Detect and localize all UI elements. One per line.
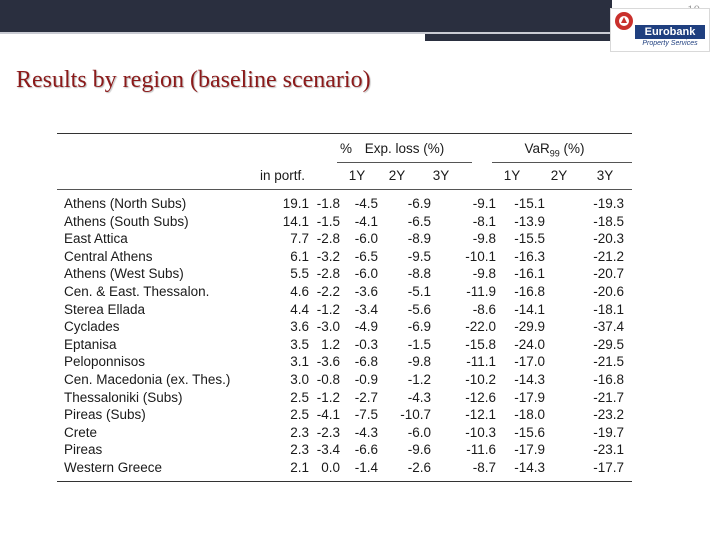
- value-cell: -20.7: [593, 266, 624, 282]
- value-cell: -12.1: [465, 407, 496, 423]
- value-cell: -3.6: [316, 354, 340, 370]
- results-table: [57, 133, 632, 482]
- value-cell: -15.8: [465, 336, 496, 352]
- value-cell: -4.1: [354, 213, 378, 229]
- header-col-2y-var: 2Y: [550, 168, 568, 183]
- region-name-cell: Pireas (Subs): [64, 407, 146, 423]
- value-cell: -2.3: [316, 424, 340, 440]
- header-portfolio-pct: %: [339, 141, 352, 156]
- logo-name: Eurobank: [635, 25, 705, 39]
- value-cell: -6.8: [354, 354, 378, 370]
- value-cell: -9.8: [407, 354, 431, 370]
- value-cell: -8.7: [472, 460, 496, 475]
- value-cell: -1.5: [316, 213, 340, 229]
- value-cell: -2.7: [354, 389, 378, 405]
- exp-loss-underline: [337, 162, 472, 163]
- value-cell: -12.6: [465, 389, 496, 405]
- value-cell: -1.2: [407, 372, 431, 387]
- value-cell: -15.1: [514, 196, 545, 211]
- value-cell: -5.1: [407, 284, 431, 299]
- value-cell: 2.1: [290, 460, 309, 475]
- value-cell: -17.9: [514, 442, 545, 458]
- value-cell: -15.5: [514, 231, 545, 247]
- value-cell: 2.3: [290, 442, 309, 458]
- value-cell: 19.1: [282, 196, 309, 211]
- value-cell: -18.5: [593, 213, 624, 229]
- value-cell: 3.5: [290, 336, 309, 352]
- value-cell: 2.5: [290, 389, 309, 405]
- value-cell: -6.0: [354, 266, 378, 282]
- region-name-cell: Peloponnisos: [64, 354, 146, 370]
- value-cell: -3.4: [316, 442, 340, 458]
- value-cell: -14.1: [514, 301, 545, 317]
- value-cell: -17.0: [514, 354, 545, 370]
- value-cell: -7.5: [354, 407, 378, 423]
- value-cell: 3.0: [290, 372, 309, 387]
- header-divider-line: [57, 189, 632, 190]
- value-cell: -4.9: [354, 319, 378, 335]
- value-cell: -6.5: [407, 213, 431, 229]
- value-cell: 2.3: [290, 424, 309, 440]
- logo-subtitle: Property Services: [642, 40, 698, 47]
- value-cell: -1.4: [354, 460, 378, 475]
- value-cell: -6.0: [407, 424, 431, 440]
- region-name-cell: Western Greece: [64, 460, 163, 475]
- value-cell: 14.1: [282, 213, 309, 229]
- value-cell: -1.5: [407, 336, 431, 352]
- eurobank-logo: [610, 8, 710, 52]
- value-cell: -18.1: [593, 301, 624, 317]
- value-cell: -0.3: [354, 336, 378, 352]
- region-name-cell: Thessaloniki (Subs): [64, 389, 183, 405]
- value-cell: -8.6: [472, 301, 496, 317]
- value-cell: -10.2: [465, 372, 496, 387]
- value-cell: -3.2: [316, 248, 340, 264]
- region-name-cell: Crete: [64, 424, 98, 440]
- value-cell: -6.5: [354, 248, 378, 264]
- value-cell: -8.8: [407, 266, 431, 282]
- header-col-3y-var: 3Y: [596, 168, 614, 183]
- page-title: Results by region (baseline scenario): [16, 67, 371, 93]
- value-cell: -23.1: [593, 442, 624, 458]
- value-cell: 3.6: [290, 319, 309, 335]
- var-underline: [492, 162, 632, 163]
- logo-emblem-icon: [615, 12, 633, 30]
- region-name-cell: Athens (West Subs): [64, 266, 184, 282]
- value-cell: -15.6: [514, 424, 545, 440]
- value-cell: -20.3: [593, 231, 624, 247]
- value-cell: -18.0: [514, 407, 545, 423]
- value-cell: -16.1: [514, 266, 545, 282]
- value-cell: -4.1: [316, 407, 340, 423]
- value-cell: -16.8: [593, 372, 624, 387]
- region-name-cell: Cyclades: [64, 319, 120, 335]
- value-cell: -17.9: [514, 389, 545, 405]
- value-cell: 2.5: [290, 407, 309, 423]
- value-cell: -23.2: [593, 407, 624, 423]
- region-name-cell: Cen. Macedonia (ex. Thes.): [64, 372, 231, 387]
- header-bar: [0, 0, 612, 32]
- value-cell: -0.8: [316, 372, 340, 387]
- header-col-3y-loss: 3Y: [432, 168, 450, 183]
- value-cell: -9.8: [472, 231, 496, 247]
- header-accent-bar: [425, 34, 612, 41]
- value-cell: -2.8: [316, 231, 340, 247]
- value-cell: -14.3: [514, 460, 545, 475]
- value-cell: 5.5: [290, 266, 309, 282]
- header-in-portf: in portf.: [260, 168, 306, 183]
- region-name-cell: Cen. & East. Thessalon.: [64, 284, 210, 299]
- value-cell: -29.5: [593, 336, 624, 352]
- value-cell: -11.6: [466, 442, 496, 458]
- value-cell: -2.6: [407, 460, 431, 475]
- value-cell: -1.2: [316, 389, 340, 405]
- region-name-cell: Athens (South Subs): [64, 213, 189, 229]
- value-cell: -13.9: [514, 213, 545, 229]
- value-cell: -16.3: [514, 248, 545, 264]
- header-col-1y-loss: 1Y: [348, 168, 366, 183]
- region-name-cell: East Attica: [64, 231, 128, 247]
- value-cell: -9.5: [407, 248, 431, 264]
- value-cell: -19.7: [593, 424, 624, 440]
- value-cell: -22.0: [465, 319, 496, 335]
- value-cell: -1.8: [316, 196, 340, 211]
- value-cell: -11.1: [466, 354, 496, 370]
- header-var: VaR$_{99}$ (%): [524, 141, 585, 159]
- value-cell: -19.3: [593, 196, 624, 211]
- header-col-1y-var: 1Y: [503, 168, 521, 183]
- value-cell: -6.6: [354, 442, 378, 458]
- header-col-2y-loss: 2Y: [388, 168, 406, 183]
- value-cell: -21.2: [593, 248, 624, 264]
- region-name-cell: Sterea Ellada: [64, 301, 146, 317]
- region-name-cell: Athens (North Subs): [64, 196, 187, 211]
- value-cell: 1.2: [321, 336, 340, 352]
- value-cell: -6.9: [407, 319, 431, 335]
- value-cell: -3.6: [354, 284, 378, 299]
- value-cell: -4.5: [354, 196, 378, 211]
- value-cell: -9.1: [472, 196, 496, 211]
- value-cell: -3.4: [354, 301, 378, 317]
- value-cell: -10.7: [400, 407, 431, 423]
- value-cell: -8.1: [472, 213, 496, 229]
- value-cell: -16.8: [514, 284, 545, 299]
- value-cell: -9.8: [472, 266, 496, 282]
- value-cell: 7.7: [290, 231, 309, 247]
- region-name-cell: Pireas: [64, 442, 103, 458]
- value-cell: -8.9: [407, 231, 431, 247]
- value-cell: -11.9: [466, 284, 496, 299]
- value-cell: -5.6: [407, 301, 431, 317]
- value-cell: -3.0: [316, 319, 340, 335]
- value-cell: 4.6: [290, 284, 309, 299]
- value-cell: -29.9: [514, 319, 545, 335]
- value-cell: -24.0: [514, 336, 545, 352]
- value-cell: -10.1: [465, 248, 496, 264]
- value-cell: -6.9: [407, 196, 431, 211]
- value-cell: -4.3: [354, 424, 378, 440]
- value-cell: 0.0: [321, 460, 340, 475]
- value-cell: -21.5: [593, 354, 624, 370]
- value-cell: -14.3: [514, 372, 545, 387]
- value-cell: -0.9: [354, 372, 378, 387]
- value-cell: 6.1: [290, 248, 309, 264]
- header-exp-loss: Exp. loss (%): [364, 141, 445, 156]
- value-cell: -20.6: [593, 284, 624, 299]
- value-cell: -9.6: [407, 442, 431, 458]
- value-cell: -6.0: [354, 231, 378, 247]
- value-cell: -21.7: [593, 389, 624, 405]
- value-cell: -10.3: [465, 424, 496, 440]
- region-name-cell: Eptanisa: [64, 336, 117, 352]
- value-cell: 4.4: [290, 301, 309, 317]
- value-cell: -1.2: [316, 301, 340, 317]
- region-name-cell: Central Athens: [64, 248, 153, 264]
- value-cell: -4.3: [407, 389, 431, 405]
- value-cell: 3.1: [290, 354, 309, 370]
- value-cell: -37.4: [593, 319, 624, 335]
- value-cell: -2.2: [316, 284, 340, 299]
- value-cell: -17.7: [593, 460, 624, 475]
- value-cell: -2.8: [316, 266, 340, 282]
